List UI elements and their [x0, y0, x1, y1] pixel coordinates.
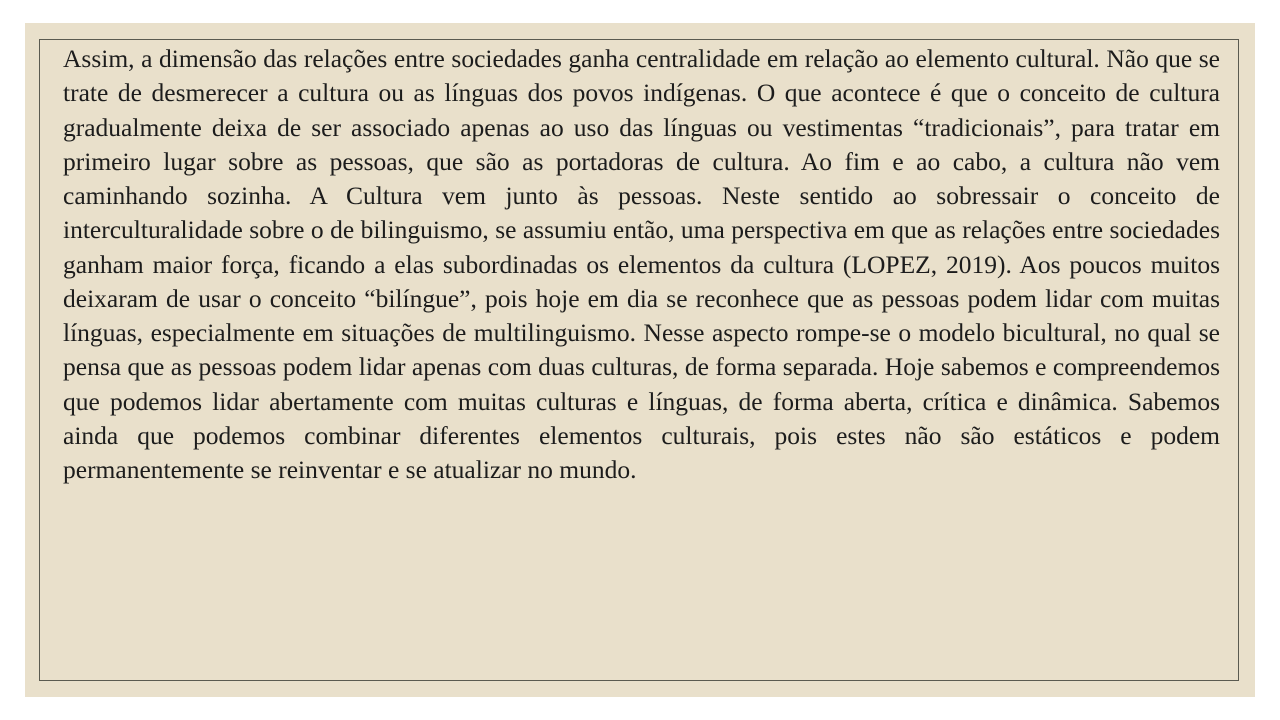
body-paragraph: Assim, a dimensão das relações entre sociedades ganha centralidade em relação ao elemento cultural. Não que se trate de desmerecer a cultura ou as línguas dos povos indígenas. O que acontece é que o conceito de cultura gradualmente deixa de ser associado apenas ao uso das línguas ou vestimentas “tradicionais”, para tratar em primeiro lugar sobre as pessoas, que são as portadoras de cultura. Ao fim e ao cabo, a cultura não vem caminhando sozinha. A Cultura vem junto às pessoas. Neste sentido ao sobressair o conceito de interculturalidade sobre o de bilinguismo, se assumiu então, uma perspectiva em que as relações entre sociedades ganham maior força, ficando a elas subordinadas os elementos da cultura (LOPEZ, 2019). Aos poucos muitos deixaram de usar o conceito “bilíngue”, pois hoje em dia se reconhece que as pessoas podem lidar com muitas línguas, especialmente em situações de multilinguismo. Nesse aspecto rompe-se o modelo bicultural, no qual se pensa que as pessoas podem lidar apenas com duas culturas, de forma separada. Hoje sabemos e compreendemos que podemos lidar abertamente com muitas culturas e línguas, de forma aberta, crítica e dinâmica. Sabemos ainda que podemos combinar diferentes elementos culturais, pois estes não são estáticos e podem permanentemente se reinventar e se atualizar no mundo. [63, 44, 1220, 484]
